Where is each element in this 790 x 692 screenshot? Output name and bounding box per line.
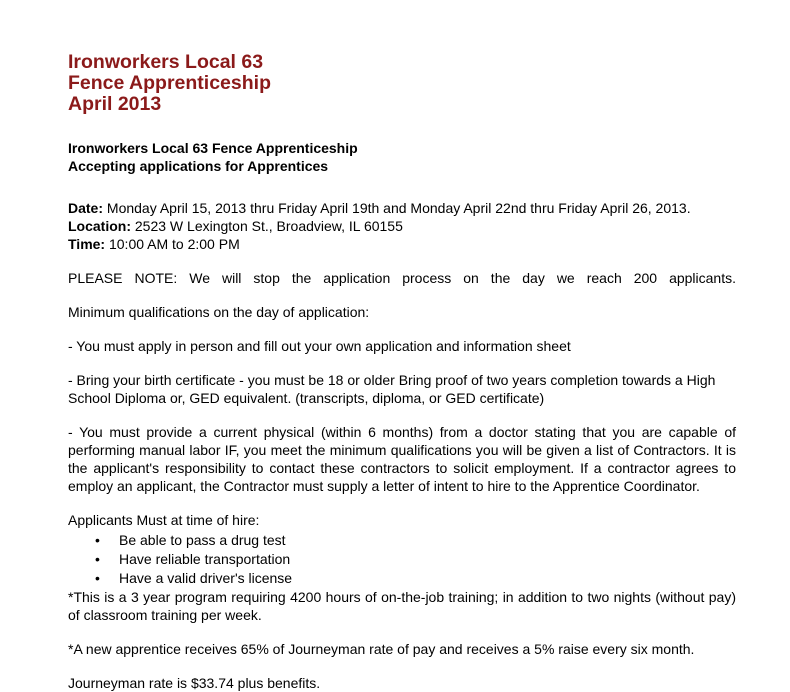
list-item [68,550,736,569]
time-value: 10:00 AM to 2:00 PM [105,236,240,252]
subheading-line-1: Ironworkers Local 63 Fence Apprenticeship [68,140,358,156]
title-line-1: Ironworkers Local 63 [68,51,264,73]
bullet-icon: • [95,532,100,548]
list-item-text: Be able to pass a drug test [119,532,286,548]
subheading-line-2: Accepting applications for Apprentices [68,158,329,174]
subheading [68,139,736,175]
time-label: Time: [68,236,106,252]
min-qual-heading: Minimum qualifications on the day of application: [68,304,370,320]
list-item [68,531,736,550]
location-row [68,217,736,235]
title-line-3: April 2013 [68,93,162,115]
document-page [68,52,736,692]
event-details [68,199,736,253]
bullet-icon: • [95,570,100,586]
list-item-text: Have reliable transportation [119,551,291,567]
date-label: Date: [68,200,104,216]
journeyman-rate: Journeyman rate is $33.74 plus benefits. [68,675,321,691]
hire-heading: Applicants Must at time of hire: [68,512,260,528]
list-item [68,569,736,588]
time-row [68,235,736,253]
location-label: Location: [68,218,131,234]
bullet-icon: • [95,551,100,567]
please-note: PLEASE NOTE: We will stop the application process on the day we reach 200 applicants. [68,270,736,286]
hire-requirements-list [68,531,736,588]
title-line-2: Fence Apprenticeship [68,72,271,94]
qualification-3: - You must provide a current physical (within 6 months) from a doctor stating that you are capable of performing manual labor IF, you meet the minimum qualifications you will be given a list of Contractors. It is the applicant's responsibility to contact these contractors to solicit employment. If a contractor agrees to employ an applicant, the Contractor must supply a letter of intent to hire to the Apprentice Coordinator. [68,424,736,494]
qualification-1: - You must apply in person and fill out your own application and information sheet [68,338,571,354]
location-value: 2523 W Lexington St., Broadview, IL 60155 [131,218,403,234]
date-value: Monday April 15, 2013 thru Friday April 19th and Monday April 22nd thru Friday April 26, 2013. [103,200,691,216]
list-item-text: Have a valid driver's license [119,570,293,586]
date-row [68,199,736,217]
qualification-2: - Bring your birth certificate - you must be 18 or older Bring proof of two years completion towards a High School Diploma or, GED equivalent. (transcripts, diploma, or GED certificate) [68,372,716,406]
program-note: *This is a 3 year program requiring 4200 hours of on-the-job training; in addition to two nights (without pay) of classroom training per week. [68,589,736,623]
document-title [68,52,736,115]
pay-note: *A new apprentice receives 65% of Journeyman rate of pay and receives a 5% raise every six month. [68,641,695,657]
